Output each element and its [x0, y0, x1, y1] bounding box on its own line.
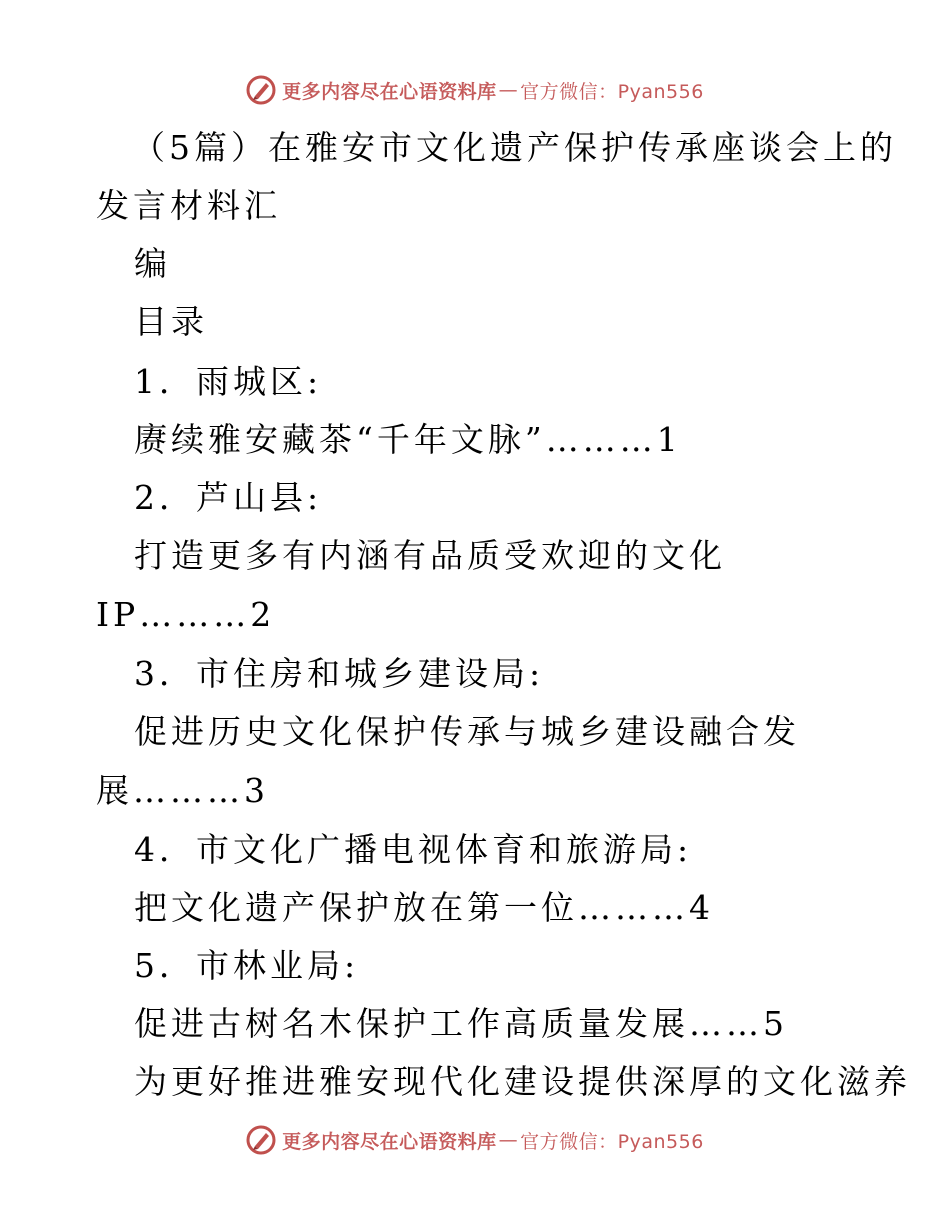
toc-item-1-label: 1．雨城区:: [134, 362, 323, 401]
banner-slogan: 更多内容尽在心语资料库: [282, 80, 497, 103]
document-title-line3: 编: [134, 244, 171, 283]
banner-separator: —: [498, 79, 519, 101]
pen-logo-icon: [246, 1125, 276, 1155]
document-title-line2: 发言材料汇: [96, 186, 281, 225]
closing-line: 为更好推进雅安现代化建设提供深厚的文化滋养: [134, 1062, 911, 1101]
pen-logo-icon: [246, 75, 276, 105]
banner-contact: 官方微信：Pyan556: [520, 80, 704, 103]
toc-heading: 目录: [134, 302, 208, 341]
toc-item-2-label: 2．芦山县:: [134, 478, 323, 517]
toc-item-2-entry-cont: IP………2: [96, 595, 276, 634]
toc-item-4-entry: 把文化遗产保护放在第一位………4: [134, 888, 714, 927]
banner-separator: —: [498, 1129, 519, 1151]
footer-banner: [0, 1120, 950, 1160]
banner-contact: 官方微信：Pyan556: [520, 1130, 704, 1153]
toc-item-1-entry: 赓续雅安藏茶“千年文脉”………1: [134, 420, 682, 459]
banner-slogan: 更多内容尽在心语资料库: [282, 1130, 497, 1153]
toc-item-3-entry: 促进历史文化保护传承与城乡建设融合发: [134, 712, 800, 751]
toc-item-3-entry-cont: 展………3: [96, 771, 269, 810]
toc-item-5-entry: 促进古树名木保护工作高质量发展……5: [134, 1004, 788, 1043]
header-banner: [0, 70, 950, 110]
document-title-line1: （5篇）在雅安市文化遗产保护传承座谈会上的: [132, 128, 897, 167]
toc-item-2-entry: 打造更多有内涵有品质受欢迎的文化: [134, 536, 726, 575]
toc-item-4-label: 4．市文化广播电视体育和旅游局:: [134, 830, 693, 869]
toc-item-5-label: 5．市林业局:: [134, 946, 360, 985]
toc-item-3-label: 3．市住房和城乡建设局:: [134, 654, 545, 693]
